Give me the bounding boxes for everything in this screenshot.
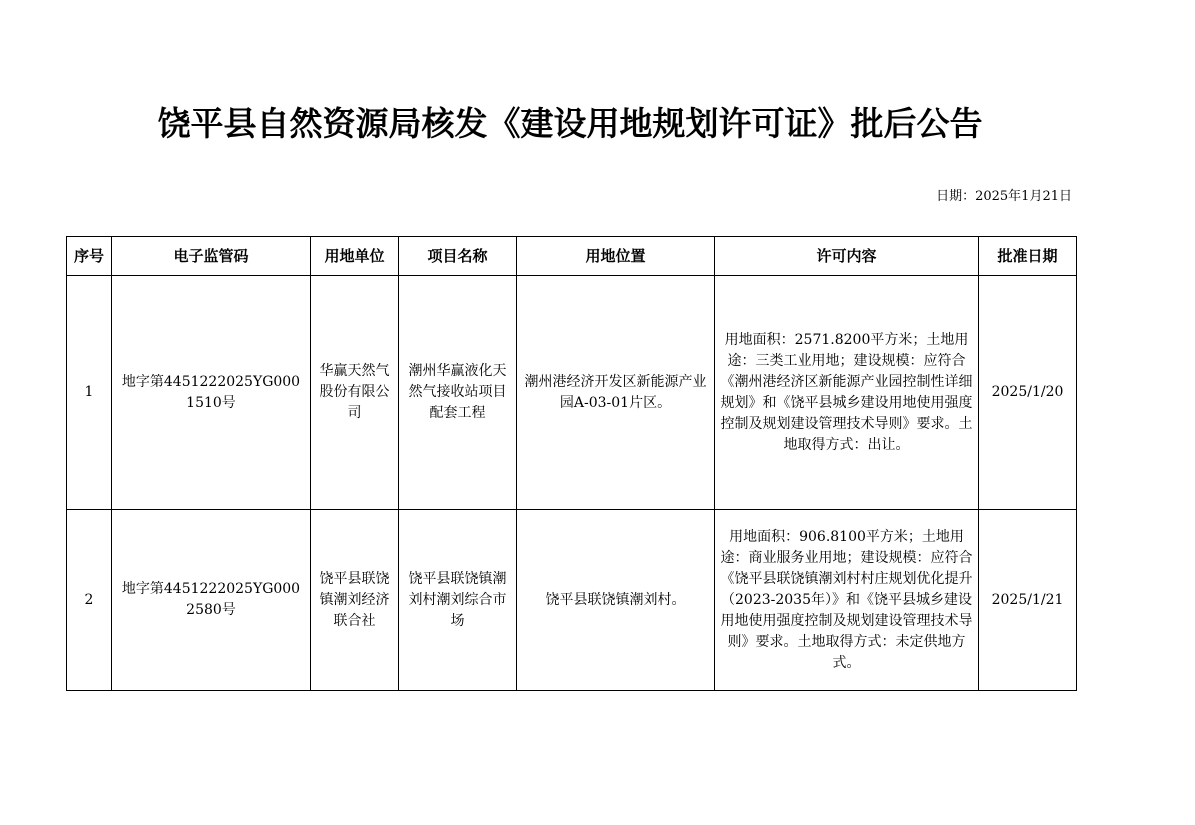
cell-location: 饶平县联饶镇潮刘村。 bbox=[517, 510, 715, 691]
header-location: 用地位置 bbox=[517, 237, 715, 276]
cell-unit: 饶平县联饶镇潮刘经济联合社 bbox=[311, 510, 399, 691]
permit-table bbox=[66, 236, 1077, 691]
header-code: 电子监管码 bbox=[112, 237, 311, 276]
header-approve-date: 批准日期 bbox=[979, 237, 1077, 276]
table-header-row bbox=[67, 237, 1077, 276]
cell-permit: 用地面积：2571.8200平方米；土地用途：三类工业用地；建设规模：应符合《潮州港经济区新能源产业园控制性详细规划》和《饶平县城乡建设用地使用强度控制及规划建设管理技术导则》要求。土地取得方式：出让。 bbox=[715, 276, 979, 510]
cell-unit: 华赢天然气股份有限公司 bbox=[311, 276, 399, 510]
header-unit: 用地单位 bbox=[311, 237, 399, 276]
cell-seq: 1 bbox=[67, 276, 112, 510]
cell-approve-date: 2025/1/21 bbox=[979, 510, 1077, 691]
cell-project: 饶平县联饶镇潮刘村潮刘综合市场 bbox=[399, 510, 517, 691]
cell-approve-date: 2025/1/20 bbox=[979, 276, 1077, 510]
cell-seq: 2 bbox=[67, 510, 112, 691]
cell-code: 地字第4451222025YG0002580号 bbox=[112, 510, 311, 691]
header-project: 项目名称 bbox=[399, 237, 517, 276]
announcement-date: 日期：2025年1月21日 bbox=[936, 189, 1072, 204]
cell-permit: 用地面积：906.8100平方米；土地用途：商业服务业用地；建设规模：应符合《饶平县联饶镇潮刘村村庄规划优化提升（2023-2035年）》和《饶平县城乡建设用地使用强度控制及规划建设管理技术导则》要求。土地取得方式：未定供地方式。 bbox=[715, 510, 979, 691]
table-row bbox=[67, 276, 1077, 510]
page-title: 饶平县自然资源局核发《建设用地规划许可证》批后公告 bbox=[157, 104, 983, 143]
header-permit: 许可内容 bbox=[715, 237, 979, 276]
cell-location: 潮州港经济开发区新能源产业园A-03-01片区。 bbox=[517, 276, 715, 510]
cell-code: 地字第4451222025YG0001510号 bbox=[112, 276, 311, 510]
header-seq: 序号 bbox=[67, 237, 112, 276]
table-row bbox=[67, 510, 1077, 691]
cell-project: 潮州华赢液化天然气接收站项目配套工程 bbox=[399, 276, 517, 510]
